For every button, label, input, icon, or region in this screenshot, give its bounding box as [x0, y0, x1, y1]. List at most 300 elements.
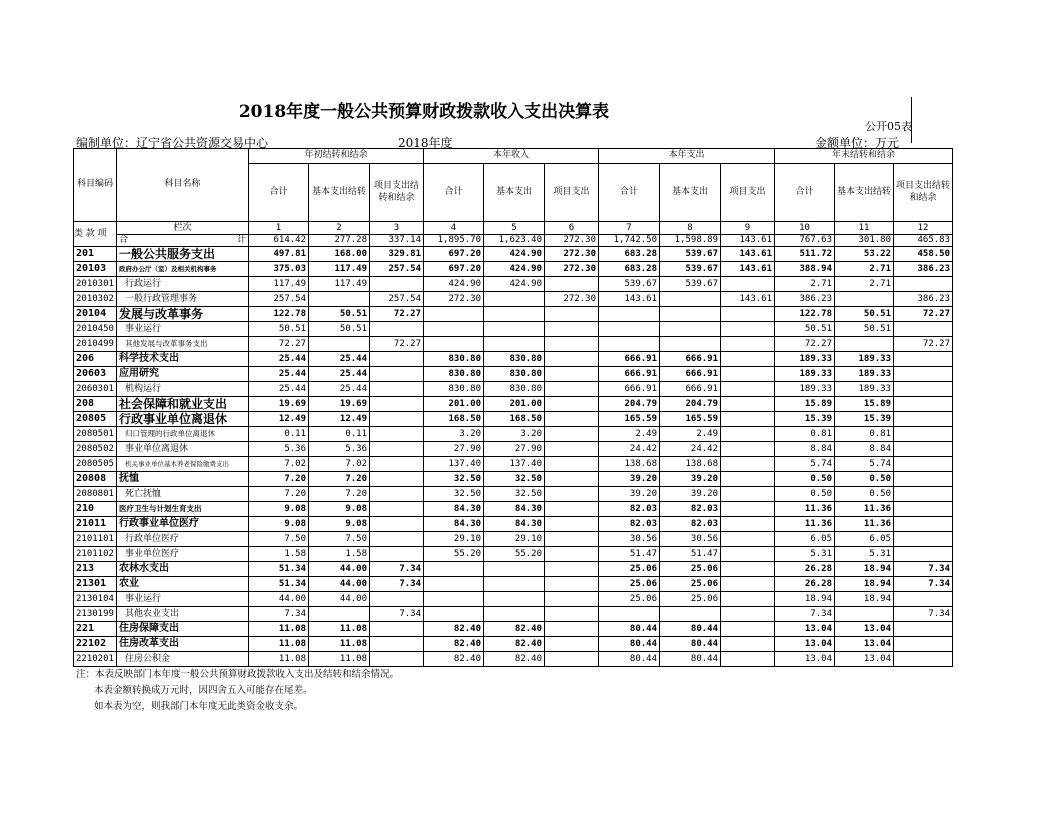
amount-cell: 0.11 — [249, 427, 309, 442]
amount-cell: 25.06 — [660, 592, 721, 607]
amount-cell: 7.50 — [309, 532, 370, 547]
amount-cell — [545, 352, 599, 367]
amount-cell: 8.84 — [835, 442, 894, 457]
amount-cell — [894, 637, 953, 652]
amount-cell: 80.44 — [599, 652, 660, 667]
amount-cell — [721, 637, 775, 652]
amount-cell — [894, 547, 953, 562]
amount-cell: 9.08 — [249, 502, 309, 517]
amount-cell: 830.80 — [424, 367, 484, 382]
amount-cell: 117.49 — [249, 277, 309, 292]
subject-code: 208 — [74, 397, 117, 412]
subject-code: 21011 — [74, 517, 117, 532]
amount-cell: 32.50 — [424, 472, 484, 487]
col-number: 6 — [545, 222, 599, 235]
amount-cell — [545, 427, 599, 442]
amount-cell: 697.20 — [424, 262, 484, 277]
table-row — [74, 532, 953, 547]
table-row — [74, 382, 953, 397]
sub-header: 项目支出 — [545, 164, 599, 222]
amount-cell — [545, 487, 599, 502]
amount-cell: 5.36 — [249, 442, 309, 457]
amount-cell — [424, 592, 484, 607]
amount-cell — [484, 607, 545, 622]
amount-cell: 82.40 — [484, 622, 545, 637]
total-cell: 272.30 — [545, 235, 599, 247]
subject-name: 应用研究 — [117, 367, 249, 382]
amount-cell — [660, 337, 721, 352]
amount-cell: 25.44 — [249, 367, 309, 382]
amount-cell: 32.50 — [424, 487, 484, 502]
lei-kuan-xiang-header — [74, 222, 117, 247]
amount-cell — [545, 397, 599, 412]
subject-name: 死亡抚恤 — [117, 487, 249, 502]
amount-cell: 7.34 — [775, 607, 835, 622]
col-number: 3 — [370, 222, 424, 235]
amount-cell — [894, 532, 953, 547]
subject-code: 201 — [74, 247, 117, 262]
amount-cell: 165.59 — [599, 412, 660, 427]
amount-cell: 82.03 — [599, 502, 660, 517]
amount-cell — [660, 292, 721, 307]
amount-cell: 51.34 — [249, 562, 309, 577]
amount-cell — [370, 277, 424, 292]
amount-cell — [721, 457, 775, 472]
subject-name: 其他发展与改革事务支出 — [117, 337, 249, 352]
amount-cell: 80.44 — [660, 637, 721, 652]
amount-cell — [545, 577, 599, 592]
amount-cell: 189.33 — [775, 382, 835, 397]
amount-cell: 329.81 — [370, 247, 424, 262]
amount-cell: 168.50 — [484, 412, 545, 427]
report-title: 2018年度一般公共预算财政拨款收入支出决算表 — [238, 102, 610, 122]
sub-header: 基本支出 — [484, 164, 545, 222]
amount-cell — [545, 502, 599, 517]
table-row — [74, 397, 953, 412]
amount-cell — [370, 457, 424, 472]
subject-name: 医疗卫生与计划生育支出 — [117, 502, 249, 517]
sub-header: 项目支出结转和结余 — [894, 164, 953, 222]
table-row — [74, 307, 953, 322]
amount-cell: 6.05 — [835, 532, 894, 547]
total-cell: 465.83 — [894, 235, 953, 247]
amount-cell: 830.80 — [424, 352, 484, 367]
amount-cell: 7.02 — [309, 457, 370, 472]
amount-cell: 9.08 — [309, 517, 370, 532]
amount-cell: 1.58 — [249, 547, 309, 562]
amount-cell: 18.94 — [835, 592, 894, 607]
amount-cell: 11.08 — [309, 652, 370, 667]
amount-cell: 683.28 — [599, 247, 660, 262]
table-row — [74, 652, 953, 667]
amount-cell — [894, 382, 953, 397]
amount-cell: 39.20 — [599, 487, 660, 502]
amount-cell: 189.33 — [835, 367, 894, 382]
group-header-opening: 年初结转和结余 — [249, 149, 424, 164]
subject-name: 事业运行 — [117, 592, 249, 607]
group-header-closing: 年末结转和结余 — [775, 149, 953, 164]
subject-code-header: 科目编码 — [74, 149, 117, 222]
subject-code: 2101102 — [74, 547, 117, 562]
amount-cell: 168.50 — [424, 412, 484, 427]
amount-cell: 5.36 — [309, 442, 370, 457]
amount-cell — [370, 472, 424, 487]
amount-cell: 137.40 — [424, 457, 484, 472]
subject-code: 21301 — [74, 577, 117, 592]
amount-cell: 143.61 — [721, 247, 775, 262]
amount-cell — [545, 622, 599, 637]
col-number: 11 — [835, 222, 894, 235]
amount-cell — [894, 592, 953, 607]
amount-cell — [599, 607, 660, 622]
amount-cell — [894, 442, 953, 457]
amount-cell: 82.40 — [424, 622, 484, 637]
total-label — [117, 235, 249, 247]
sub-header: 合计 — [599, 164, 660, 222]
amount-cell: 39.20 — [660, 487, 721, 502]
total-label-b: 计 — [236, 235, 246, 245]
amount-cell: 12.49 — [249, 412, 309, 427]
subject-code: 22102 — [74, 637, 117, 652]
amount-cell — [424, 562, 484, 577]
compiling-unit: 编制单位：辽宁省公共资源交易中心 — [76, 136, 269, 150]
subject-name: 事业单位医疗 — [117, 547, 249, 562]
amount-cell: 386.23 — [894, 292, 953, 307]
amount-cell: 458.50 — [894, 247, 953, 262]
amount-cell — [545, 562, 599, 577]
amount-cell: 84.30 — [424, 502, 484, 517]
amount-cell: 11.36 — [835, 502, 894, 517]
amount-cell: 666.91 — [599, 367, 660, 382]
sub-header: 合计 — [249, 164, 309, 222]
amount-cell — [721, 382, 775, 397]
amount-cell: 82.03 — [660, 517, 721, 532]
col-number: 5 — [484, 222, 545, 235]
amount-cell: 50.51 — [309, 322, 370, 337]
amount-cell: 32.50 — [484, 472, 545, 487]
table-row — [74, 487, 953, 502]
sub-header: 基本支出结转 — [835, 164, 894, 222]
table-row — [74, 442, 953, 457]
amount-cell: 19.69 — [249, 397, 309, 412]
amount-cell: 143.61 — [721, 292, 775, 307]
amount-cell — [424, 322, 484, 337]
amount-cell: 13.04 — [835, 652, 894, 667]
amount-cell: 82.40 — [484, 652, 545, 667]
amount-cell: 11.08 — [309, 637, 370, 652]
amount-cell — [370, 322, 424, 337]
lanci-label: 栏次 — [117, 222, 249, 235]
footnotes — [76, 667, 399, 715]
amount-cell — [370, 487, 424, 502]
amount-cell: 189.33 — [775, 352, 835, 367]
table-row — [74, 367, 953, 382]
amount-cell: 13.04 — [835, 622, 894, 637]
amount-cell: 44.00 — [249, 592, 309, 607]
amount-cell — [660, 307, 721, 322]
amount-cell — [370, 622, 424, 637]
amount-cell: 30.56 — [599, 532, 660, 547]
amount-cell — [721, 532, 775, 547]
amount-cell — [545, 307, 599, 322]
amount-cell: 2.71 — [775, 277, 835, 292]
amount-cell: 84.30 — [424, 517, 484, 532]
sub-header: 项目支出结转和结余 — [370, 164, 424, 222]
amount-cell — [894, 457, 953, 472]
subject-name: 发展与改革事务 — [117, 307, 249, 322]
amount-cell — [370, 517, 424, 532]
amount-cell — [484, 562, 545, 577]
amount-cell — [894, 277, 953, 292]
subject-code: 2101101 — [74, 532, 117, 547]
amount-cell — [835, 337, 894, 352]
amount-cell — [309, 292, 370, 307]
col-number: 1 — [249, 222, 309, 235]
table-row — [74, 292, 953, 307]
amount-cell: 11.08 — [249, 637, 309, 652]
amount-cell: 72.27 — [249, 337, 309, 352]
subject-code: 2060301 — [74, 382, 117, 397]
subject-name: 机构运行 — [117, 382, 249, 397]
amount-cell: 7.34 — [894, 607, 953, 622]
total-cell: 301.80 — [835, 235, 894, 247]
col-number: 12 — [894, 222, 953, 235]
amount-cell: 6.05 — [775, 532, 835, 547]
amount-cell — [370, 367, 424, 382]
amount-cell: 257.54 — [370, 292, 424, 307]
col-number: 8 — [660, 222, 721, 235]
amount-cell: 7.34 — [249, 607, 309, 622]
total-cell: 1,598.89 — [660, 235, 721, 247]
table-row — [74, 637, 953, 652]
table-row — [74, 562, 953, 577]
amount-cell: 204.79 — [599, 397, 660, 412]
amount-cell — [721, 652, 775, 667]
amount-cell: 24.42 — [660, 442, 721, 457]
amount-cell — [484, 292, 545, 307]
amount-cell: 82.03 — [660, 502, 721, 517]
subject-code: 221 — [74, 622, 117, 637]
amount-cell: 189.33 — [835, 352, 894, 367]
table-row — [74, 412, 953, 427]
amount-cell — [721, 307, 775, 322]
total-cell: 1,742.50 — [599, 235, 660, 247]
amount-cell: 7.20 — [249, 472, 309, 487]
amount-cell: 13.04 — [775, 652, 835, 667]
subject-code: 2010450 — [74, 322, 117, 337]
amount-cell — [545, 412, 599, 427]
amount-cell — [545, 472, 599, 487]
amount-cell: 50.51 — [775, 322, 835, 337]
total-cell: 1,623.40 — [484, 235, 545, 247]
amount-cell: 375.03 — [249, 262, 309, 277]
amount-cell: 204.79 — [660, 397, 721, 412]
subject-code: 2010302 — [74, 292, 117, 307]
amount-cell — [370, 382, 424, 397]
amount-cell: 25.06 — [599, 562, 660, 577]
amount-cell: 7.34 — [894, 562, 953, 577]
amount-cell — [721, 592, 775, 607]
amount-cell — [370, 592, 424, 607]
total-cell: 1,895.70 — [424, 235, 484, 247]
amount-cell: 539.67 — [660, 277, 721, 292]
amount-cell — [894, 412, 953, 427]
amount-cell: 11.36 — [775, 502, 835, 517]
amount-cell — [370, 637, 424, 652]
group-header-income: 本年收入 — [424, 149, 599, 164]
table-row — [74, 502, 953, 517]
table-row — [74, 592, 953, 607]
amount-cell — [424, 307, 484, 322]
amount-cell — [545, 277, 599, 292]
amount-cell: 7.34 — [370, 577, 424, 592]
amount-cell: 257.54 — [370, 262, 424, 277]
amount-cell: 50.51 — [835, 322, 894, 337]
amount-cell — [545, 517, 599, 532]
subject-name: 行政单位医疗 — [117, 532, 249, 547]
amount-cell — [545, 367, 599, 382]
amount-cell — [370, 427, 424, 442]
subject-name: 行政运行 — [117, 277, 249, 292]
amount-cell: 11.36 — [835, 517, 894, 532]
amount-cell: 29.10 — [484, 532, 545, 547]
footnote: 本表金额转换成万元时，因四舍五入可能存在尾差。 — [94, 685, 313, 696]
amount-cell — [370, 397, 424, 412]
amount-cell: 18.94 — [775, 592, 835, 607]
amount-cell: 25.06 — [660, 562, 721, 577]
amount-cell: 7.34 — [370, 562, 424, 577]
subject-code: 2080505 — [74, 457, 117, 472]
amount-cell: 82.40 — [484, 637, 545, 652]
table-row — [74, 622, 953, 637]
subject-code: 2210201 — [74, 652, 117, 667]
amount-cell: 511.72 — [775, 247, 835, 262]
subject-name: 一般公共服务支出 — [117, 247, 249, 262]
amount-cell: 0.50 — [775, 487, 835, 502]
subject-code: 213 — [74, 562, 117, 577]
amount-cell: 138.68 — [599, 457, 660, 472]
amount-cell: 51.47 — [660, 547, 721, 562]
subject-name: 行政事业单位离退休 — [117, 412, 249, 427]
col-number: 4 — [424, 222, 484, 235]
amount-cell: 26.28 — [775, 577, 835, 592]
subject-code: 20808 — [74, 472, 117, 487]
amount-cell: 666.91 — [660, 382, 721, 397]
subject-name: 归口管理的行政单位离退休 — [117, 427, 249, 442]
amount-cell: 7.50 — [249, 532, 309, 547]
sub-header: 合计 — [775, 164, 835, 222]
col-number: 10 — [775, 222, 835, 235]
amount-cell: 80.44 — [660, 622, 721, 637]
amount-cell — [721, 442, 775, 457]
amount-cell: 50.51 — [309, 307, 370, 322]
amount-cell — [721, 472, 775, 487]
amount-cell: 18.94 — [835, 577, 894, 592]
amount-cell — [545, 382, 599, 397]
subject-name: 其他农业支出 — [117, 607, 249, 622]
amount-cell — [721, 322, 775, 337]
amount-cell — [894, 622, 953, 637]
amount-cell: 168.00 — [309, 247, 370, 262]
amount-cell — [721, 337, 775, 352]
amount-cell: 666.91 — [660, 367, 721, 382]
amount-cell: 80.44 — [599, 622, 660, 637]
amount-cell: 82.40 — [424, 652, 484, 667]
amount-cell: 11.08 — [249, 622, 309, 637]
amount-cell — [484, 307, 545, 322]
amount-cell — [894, 517, 953, 532]
amount-cell: 25.06 — [660, 577, 721, 592]
amount-cell: 26.28 — [775, 562, 835, 577]
subject-name: 一般行政管理事务 — [117, 292, 249, 307]
amount-cell: 39.20 — [599, 472, 660, 487]
amount-cell: 72.27 — [370, 337, 424, 352]
amount-cell — [424, 337, 484, 352]
amount-cell: 539.67 — [660, 262, 721, 277]
amount-cell — [599, 307, 660, 322]
amount-cell: 189.33 — [835, 382, 894, 397]
subject-name: 事业运行 — [117, 322, 249, 337]
amount-cell: 830.80 — [484, 352, 545, 367]
amount-cell: 27.90 — [424, 442, 484, 457]
amount-cell: 12.49 — [309, 412, 370, 427]
amount-cell: 7.20 — [249, 487, 309, 502]
amount-cell: 15.39 — [835, 412, 894, 427]
table-row — [74, 517, 953, 532]
amount-cell — [545, 592, 599, 607]
subject-name: 农业 — [117, 577, 249, 592]
amount-cell: 25.06 — [599, 592, 660, 607]
amount-cell: 189.33 — [775, 367, 835, 382]
amount-cell — [721, 577, 775, 592]
amount-cell — [599, 337, 660, 352]
amount-cell: 13.04 — [775, 622, 835, 637]
amount-cell: 55.20 — [424, 547, 484, 562]
amount-cell: 13.04 — [775, 637, 835, 652]
subject-code: 2080502 — [74, 442, 117, 457]
amount-cell — [545, 652, 599, 667]
subject-code: 20805 — [74, 412, 117, 427]
sub-header: 基本支出结转 — [309, 164, 370, 222]
amount-cell: 666.91 — [599, 382, 660, 397]
amount-cell: 5.74 — [775, 457, 835, 472]
amount-cell — [894, 427, 953, 442]
amount-cell — [545, 637, 599, 652]
amount-cell: 25.44 — [249, 352, 309, 367]
group-header-expense: 本年支出 — [599, 149, 775, 164]
amount-cell — [721, 427, 775, 442]
amount-cell: 388.94 — [775, 262, 835, 277]
table-row — [74, 277, 953, 292]
amount-cell — [545, 442, 599, 457]
amount-cell: 117.49 — [309, 277, 370, 292]
subject-name: 住房公积金 — [117, 652, 249, 667]
amount-cell: 25.44 — [309, 352, 370, 367]
amount-cell — [545, 547, 599, 562]
amount-cell — [370, 547, 424, 562]
amount-cell: 2.49 — [599, 427, 660, 442]
amount-cell: 13.04 — [835, 637, 894, 652]
table-row — [74, 427, 953, 442]
amount-cell: 5.74 — [835, 457, 894, 472]
table-row — [74, 247, 953, 262]
table-row — [74, 352, 953, 367]
amount-cell: 7.34 — [894, 577, 953, 592]
lei-label: 类 — [74, 228, 84, 239]
subject-name: 事业单位离退休 — [117, 442, 249, 457]
table-row — [74, 547, 953, 562]
amount-cell — [721, 622, 775, 637]
